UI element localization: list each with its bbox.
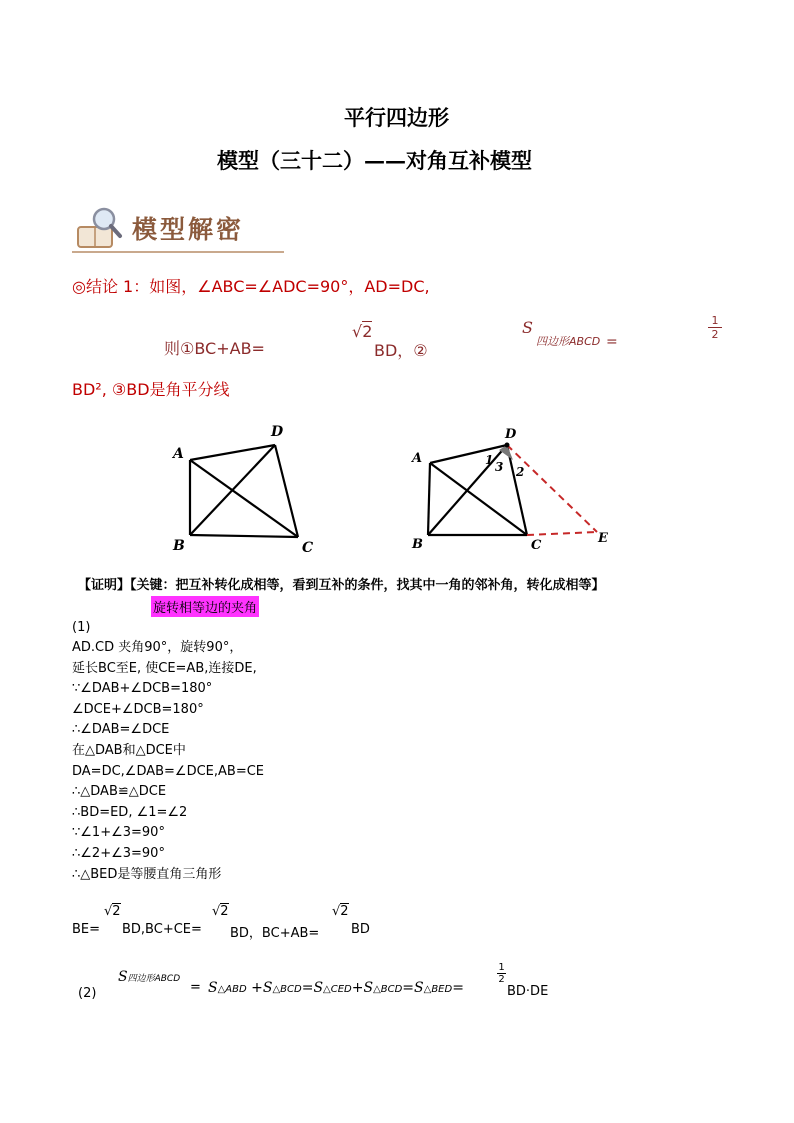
be-b: BD,BC+CE= (122, 922, 202, 937)
label-c: C (531, 538, 542, 553)
p2-area-s: S四边形ABCD (118, 969, 181, 985)
label-d: D (271, 424, 284, 440)
p2-eq0: = (190, 980, 201, 995)
diagonal-bd (428, 445, 507, 535)
area-eq: = (606, 334, 618, 350)
sqrt-2: √2 (212, 904, 229, 919)
banner-underline (72, 251, 284, 253)
figure-2 (405, 420, 625, 560)
area-sub: 四边形ABCD (536, 335, 601, 348)
p2-tail: BD·DE (507, 984, 549, 999)
label-d: D (505, 427, 517, 442)
proof-line: ∴△DAB≌△DCE (72, 784, 167, 800)
label-e: E (598, 531, 608, 546)
area-expression (522, 318, 533, 337)
conclusion-line3: BD², ③BD是角平分线 (72, 380, 230, 399)
proof-highlight: 旋转相等边的夹角 (151, 596, 259, 617)
label-angle-1: 1 (485, 453, 494, 467)
p2-fraction: 1 2 (498, 962, 505, 985)
page-subtitle: 模型（三十二）——对角互补模型 (217, 148, 532, 173)
sqrt-radicand: 2 (362, 322, 373, 341)
proof-line: ∵∠DAB+∠DCB=180° (72, 681, 213, 697)
area-s: S (522, 318, 533, 337)
label-c: C (302, 540, 314, 556)
part2-label: (2) (78, 986, 97, 1001)
proof-lines (72, 638, 264, 885)
conclusion-line2-prefix: 则①BC+AB= (164, 339, 265, 358)
segment-cb (190, 535, 298, 537)
segment-ba (428, 463, 430, 535)
proof-line: DA=DC,∠DAB=∠DCE,AB=CE (72, 763, 265, 779)
sqrt-symbol: √2 (352, 322, 373, 341)
fraction (708, 314, 722, 341)
proof-line: 在△DAB和△DCE中 (72, 742, 186, 758)
be-c: BD，BC+AB= (230, 926, 320, 941)
segment-ce-dashed (527, 532, 597, 535)
label-a: A (173, 446, 184, 462)
figure-1 (168, 420, 328, 560)
conclusion-line2-mid: BD，② (374, 341, 428, 360)
proof-line: ∵∠1+∠3=90° (72, 825, 165, 841)
be-a: BE= (72, 922, 101, 937)
proof-line: ∴BD=ED, ∠1=∠2 (72, 804, 188, 820)
sqrt-1: √2 (104, 904, 121, 919)
be-d: BD (351, 922, 370, 937)
proof-line: ∴∠2+∠3=90° (72, 845, 165, 861)
proof-header: 【证明】【关键：把互补转化成相等，看到互补的条件，找其中一角的邻补角，转化成相等】 (78, 578, 605, 593)
segment-de-dashed (507, 445, 597, 532)
sqrt-3: √2 (332, 904, 349, 919)
label-a: A (412, 451, 423, 466)
part1-label: (1) (72, 620, 91, 635)
proof-line: ∴△BED是等腰直角三角形 (72, 866, 222, 882)
label-b: B (173, 538, 185, 554)
proof-line: 延长BC至E, 使CE=AB,连接DE, (72, 660, 257, 676)
fraction-denominator: 2 (711, 328, 719, 341)
proof-line: ∴∠DAB=∠DCE (72, 722, 170, 738)
fraction-numerator: 1 (708, 314, 722, 328)
point-d (505, 443, 510, 448)
label-angle-2: 2 (516, 465, 525, 479)
banner-title: 模型解密 (132, 215, 245, 244)
page-title: 平行四边形 (344, 105, 449, 130)
proof-line: AD.CD 夹角90°，旋转90°， (72, 640, 243, 655)
label-angle-3: 3 (495, 460, 504, 474)
conclusion-line1: ◎结论 1：如图，∠ABC=∠ADC=90°，AD=DC, (72, 277, 430, 296)
p2-expression: S△ABD +S△BCD=S△CED+S△BCD=S△BED= (208, 980, 464, 996)
section-banner (72, 205, 284, 253)
magnifier-book-icon (72, 205, 130, 253)
proof-line: ∠DCE+∠DCB=180° (72, 701, 204, 717)
label-b: B (412, 537, 423, 552)
